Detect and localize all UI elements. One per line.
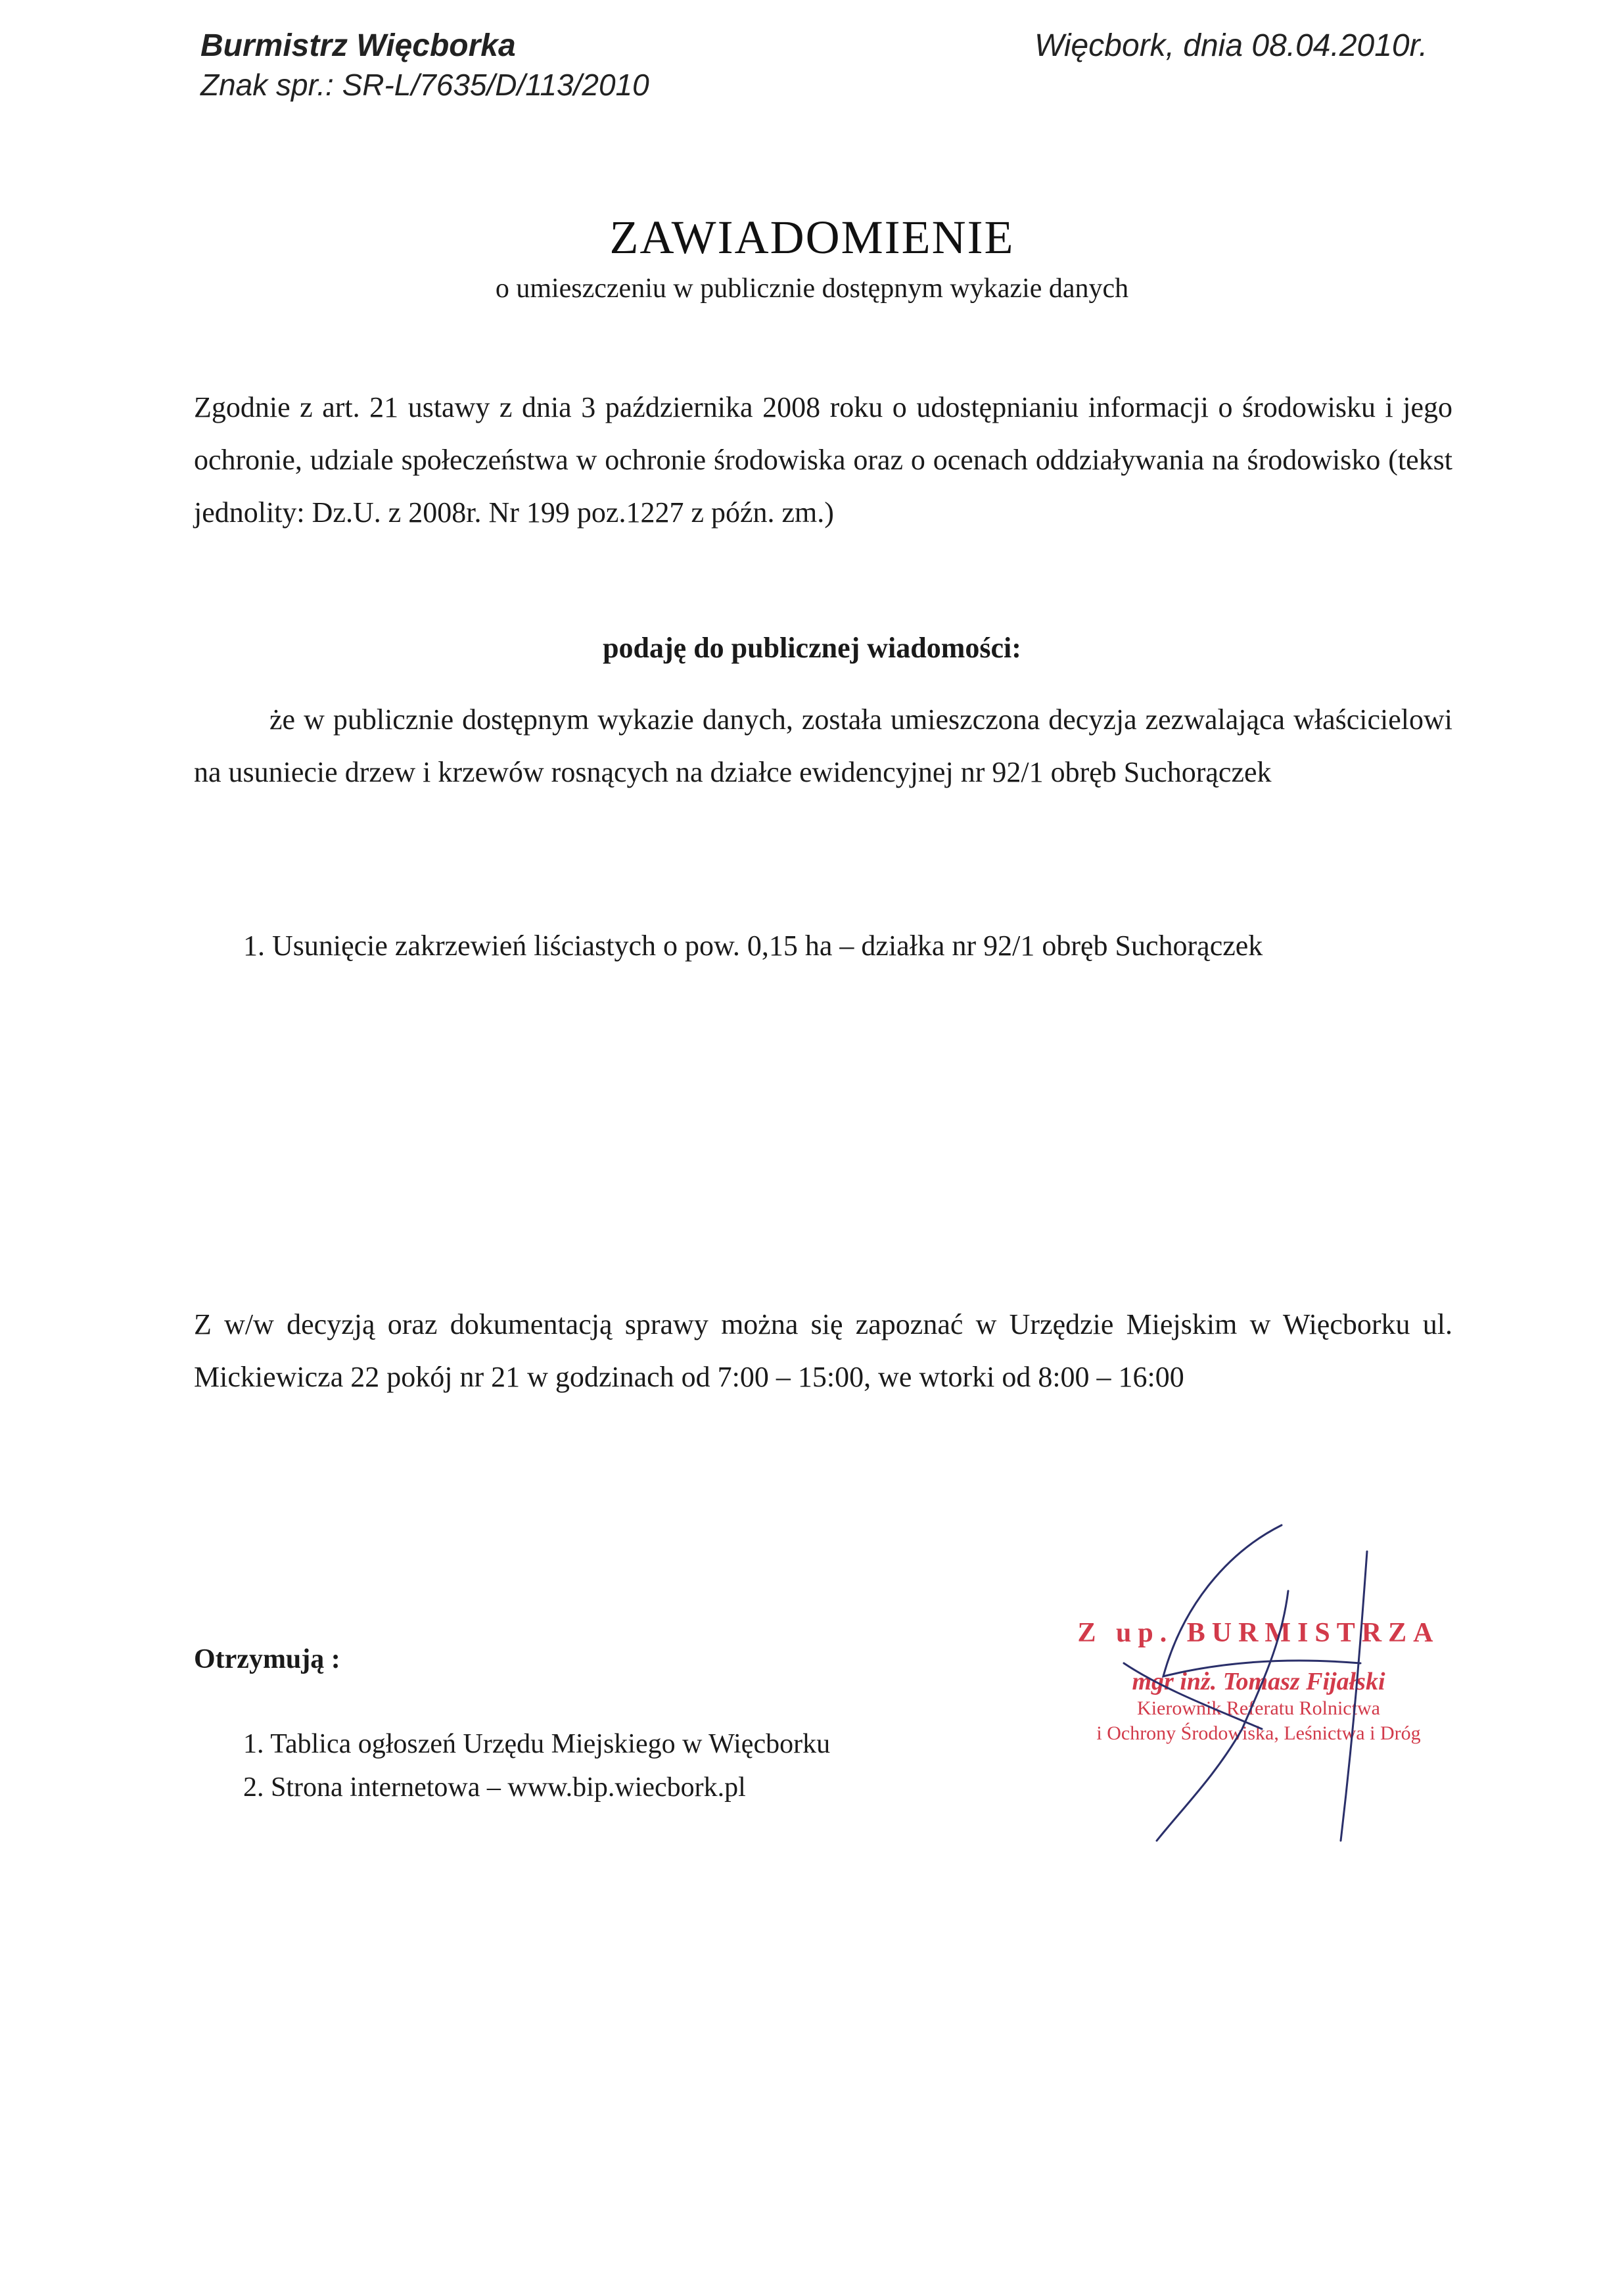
recipients-list [243, 1722, 830, 1809]
decision-paragraph: że w publicznie dostępnym wykazie danych, została umieszczona decyzja zezwalająca właścicielowi na usuniecie drzew i krzewów rosnących na działce ewidencyjnej nr 92/1 obręb Suchorączek [194, 703, 1452, 788]
decision-item: 1. Usunięcie zakrzewień liściastych o pow. 0,15 ha – działka nr 92/1 obręb Suchorączek [243, 930, 1263, 962]
document-date: Więcbork, dnia 08.04.2010r. [1034, 28, 1428, 63]
stamp-position-line-2: i Ochrony Środowiska, Leśnictwa i Dróg [1096, 1722, 1421, 1744]
recipient-item: 2. Strona internetowa – www.bip.wiecbork.pl [243, 1772, 746, 1803]
announcement-heading: podaję do publicznej wiadomości: [603, 632, 1021, 664]
stamp-title: Z up. BURMISTRZA [1077, 1618, 1440, 1648]
recipient-item: 1. Tablica ogłoszeń Urzędu Miejskiego w Więcborku [243, 1729, 831, 1759]
stamp-official-name: mgr inż. Tomasz Fijałski [1132, 1668, 1385, 1695]
legal-basis-paragraph: Zgodnie z art. 21 ustawy z dnia 3 października 2008 roku o udostępnianiu informacji o środowisku i jego ochronie, udziale społeczeństwa w ochronie środowiska oraz o ocenach oddziaływania na środowisko (tekst jednolity: Dz.U. z 2008r. Nr 199 poz.1227 z późn. zm.) [194, 391, 1452, 529]
recipients-label: Otrzymują : [194, 1644, 340, 1674]
reference-number: Znak spr.: SR-L/7635/D/113/2010 [200, 68, 649, 102]
handwritten-signature [1084, 1512, 1452, 1854]
inspection-info-paragraph: Z w/w decyzją oraz dokumentacją sprawy można się zapoznać w Urzędzie Miejskim w Więcborku ul. Mickiewicza 22 pokój nr 21 w godzinach od 7:00 – 15:00, we wtorki od 8:00 – 16:00 [194, 1308, 1452, 1393]
issuer-name: Burmistrz Więcborka [200, 28, 516, 63]
document-title: ZAWIADOMIENIE [609, 211, 1015, 264]
document-subtitle: o umieszczeniu w publicznie dostępnym wykazie danych [495, 273, 1129, 304]
stamp-position-line-1: Kierownik Referatu Rolnictwa [1137, 1697, 1380, 1719]
